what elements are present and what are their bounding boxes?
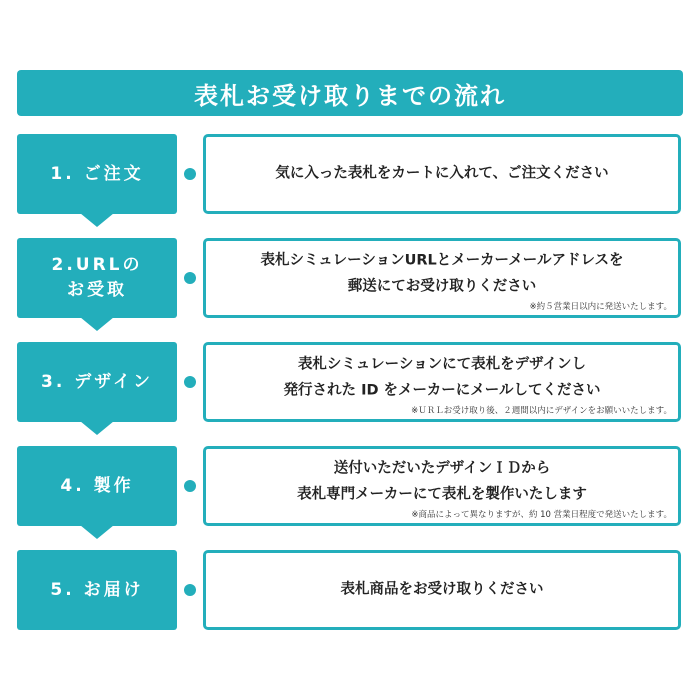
step-description-line1: 気に入った表札をカートに入れて、ご注文ください	[275, 165, 609, 182]
flow-step-4	[0, 446, 700, 526]
step-description-box	[203, 238, 681, 318]
down-arrow-icon	[80, 421, 114, 435]
step-label	[17, 238, 177, 318]
step-description-box	[203, 134, 681, 214]
step-description-line1: 表札シミュレーションURLとメーカーメールアドレスを	[260, 252, 624, 269]
step-description-line2: 郵送にてお受け取りください	[347, 278, 537, 295]
step-label-line1: 3. デザイン	[40, 371, 153, 392]
connector-dot-icon	[184, 584, 196, 596]
step-label	[17, 134, 177, 214]
step-label-line1: 1. ご注文	[50, 163, 144, 184]
step-label-line1: 4. 製作	[60, 475, 134, 496]
step-note: ※ＵＲＬお受け取り後、２週間以内にデザインをお願いいたします。	[411, 406, 672, 416]
page-title: 表札お受け取りまでの流れ	[17, 70, 683, 116]
step-description-line1: 表札シミュレーションにて表札をデザインし	[297, 356, 587, 373]
step-description-line2: 表札専門メーカーにて表札を製作いたします	[297, 486, 587, 503]
step-label-line1: 2.URLの	[51, 255, 143, 276]
step-description	[212, 577, 672, 602]
step-label	[17, 550, 177, 630]
step-description-box	[203, 446, 681, 526]
flow-step-3	[0, 342, 700, 422]
step-note: ※約５営業日以内に発送いたします。	[529, 302, 672, 312]
step-note: ※商品によって異なりますが、約 10 営業日程度で発送いたします。	[411, 510, 672, 520]
step-description	[212, 457, 672, 508]
step-description-line2: 発行された ID をメーカーにメールしてください	[283, 382, 601, 399]
down-arrow-icon	[80, 213, 114, 227]
flow-step-5	[0, 550, 700, 630]
step-label-line2: お受取	[66, 280, 127, 300]
step-description-line1: 表札商品をお受け取りください	[340, 581, 544, 598]
flow-step-1	[0, 134, 700, 214]
step-description-box	[203, 550, 681, 630]
flow-step-2	[0, 238, 700, 318]
step-description	[212, 249, 672, 300]
connector-dot-icon	[184, 168, 196, 180]
step-label	[17, 446, 177, 526]
step-description	[212, 161, 672, 186]
step-description-box	[203, 342, 681, 422]
step-label	[17, 342, 177, 422]
down-arrow-icon	[80, 317, 114, 331]
step-label-line1: 5. お届け	[50, 579, 144, 600]
connector-dot-icon	[184, 376, 196, 388]
connector-dot-icon	[184, 272, 196, 284]
down-arrow-icon	[80, 525, 114, 539]
step-description	[212, 353, 672, 404]
connector-dot-icon	[184, 480, 196, 492]
step-description-line1: 送付いただいたデザインＩＤから	[333, 460, 551, 477]
